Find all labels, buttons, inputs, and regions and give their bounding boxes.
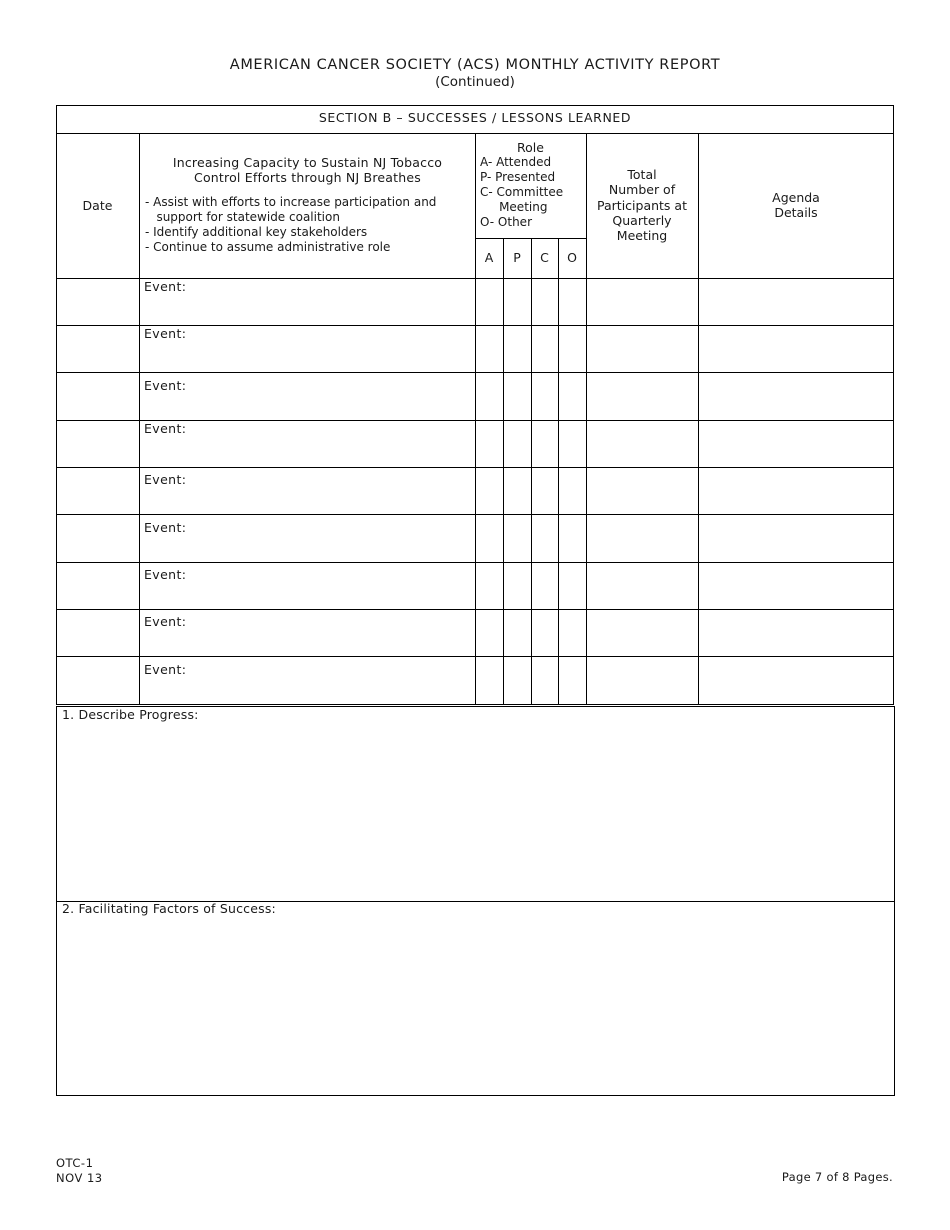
agenda-header-line: Details xyxy=(774,205,818,220)
event-label: Event: xyxy=(144,421,187,436)
page-number: Page 7 of 8 Pages. xyxy=(781,1170,893,1184)
row-divider xyxy=(56,609,894,610)
table-border-left xyxy=(56,105,57,705)
participants-header-line: Number of xyxy=(608,182,676,197)
divider-role-c xyxy=(558,238,559,704)
event-label: Event: xyxy=(144,520,187,535)
event-label: Event: xyxy=(144,567,187,582)
row-divider xyxy=(56,514,894,515)
focus-bullet: - Continue to assume administrative role xyxy=(145,240,391,254)
participants-header-line: Participants at xyxy=(597,198,687,213)
facilitating-factors-label: 2. Facilitating Factors of Success: xyxy=(62,901,276,916)
report-subtitle: (Continued) xyxy=(435,74,515,90)
divider-focus xyxy=(475,133,476,704)
role-legend-item: A- Attended xyxy=(480,155,552,169)
table-border-right xyxy=(893,105,894,705)
role-title: Role xyxy=(517,140,544,155)
role-code-o: O xyxy=(567,250,577,265)
row-divider xyxy=(56,372,894,373)
role-legend-item: C- Committee xyxy=(480,185,564,199)
section-title: SECTION B – SUCCESSES / LESSONS LEARNED xyxy=(318,110,632,125)
activity-table xyxy=(56,105,894,705)
table-border-bottom xyxy=(56,704,894,705)
event-label: Event: xyxy=(144,662,187,677)
role-code-a: A xyxy=(484,250,494,265)
event-label: Event: xyxy=(144,326,187,341)
form-code xyxy=(56,1156,103,1186)
divider-role-p xyxy=(531,238,532,704)
report-title: AMERICAN CANCER SOCIETY (ACS) MONTHLY ACTIVITY REPORT xyxy=(229,57,721,73)
table-border-top xyxy=(56,105,894,106)
focus-bullet: support for statewide coalition xyxy=(145,210,340,224)
focus-bullet: - Assist with efforts to increase participation and xyxy=(145,195,437,209)
focus-bullet: - Identify additional key stakeholders xyxy=(145,225,368,239)
role-legend-item: P- Presented xyxy=(480,170,556,184)
row-divider xyxy=(56,656,894,657)
form-id: OTC-1 xyxy=(56,1156,94,1170)
agenda-header-line: Agenda xyxy=(772,190,820,205)
form-date-code: NOV 13 xyxy=(56,1171,103,1185)
divider-role-a xyxy=(503,238,504,704)
role-code-c: C xyxy=(540,250,549,265)
participants-header-line: Meeting xyxy=(616,228,668,243)
focus-title-line-1: Increasing Capacity to Sustain NJ Tobacco xyxy=(172,155,443,170)
event-label: Event: xyxy=(144,472,187,487)
describe-progress-box[interactable] xyxy=(56,706,895,902)
role-legend-item: Meeting xyxy=(480,200,548,214)
event-label: Event: xyxy=(144,378,187,393)
facilitating-factors-box[interactable] xyxy=(56,901,895,1096)
event-label: Event: xyxy=(144,614,187,629)
participants-header-line: Quarterly xyxy=(612,213,672,228)
participants-header-line: Total xyxy=(627,167,657,182)
focus-title-line-2: Control Efforts through NJ Breathes xyxy=(194,170,421,185)
divider-date xyxy=(139,133,140,704)
describe-progress-label: 1. Describe Progress: xyxy=(62,707,199,722)
role-code-p: P xyxy=(513,250,521,265)
date-header: Date xyxy=(82,198,113,213)
role-legend-item: O- Other xyxy=(480,215,532,229)
row-divider xyxy=(56,562,894,563)
row-divider xyxy=(56,467,894,468)
event-label: Event: xyxy=(144,279,187,294)
